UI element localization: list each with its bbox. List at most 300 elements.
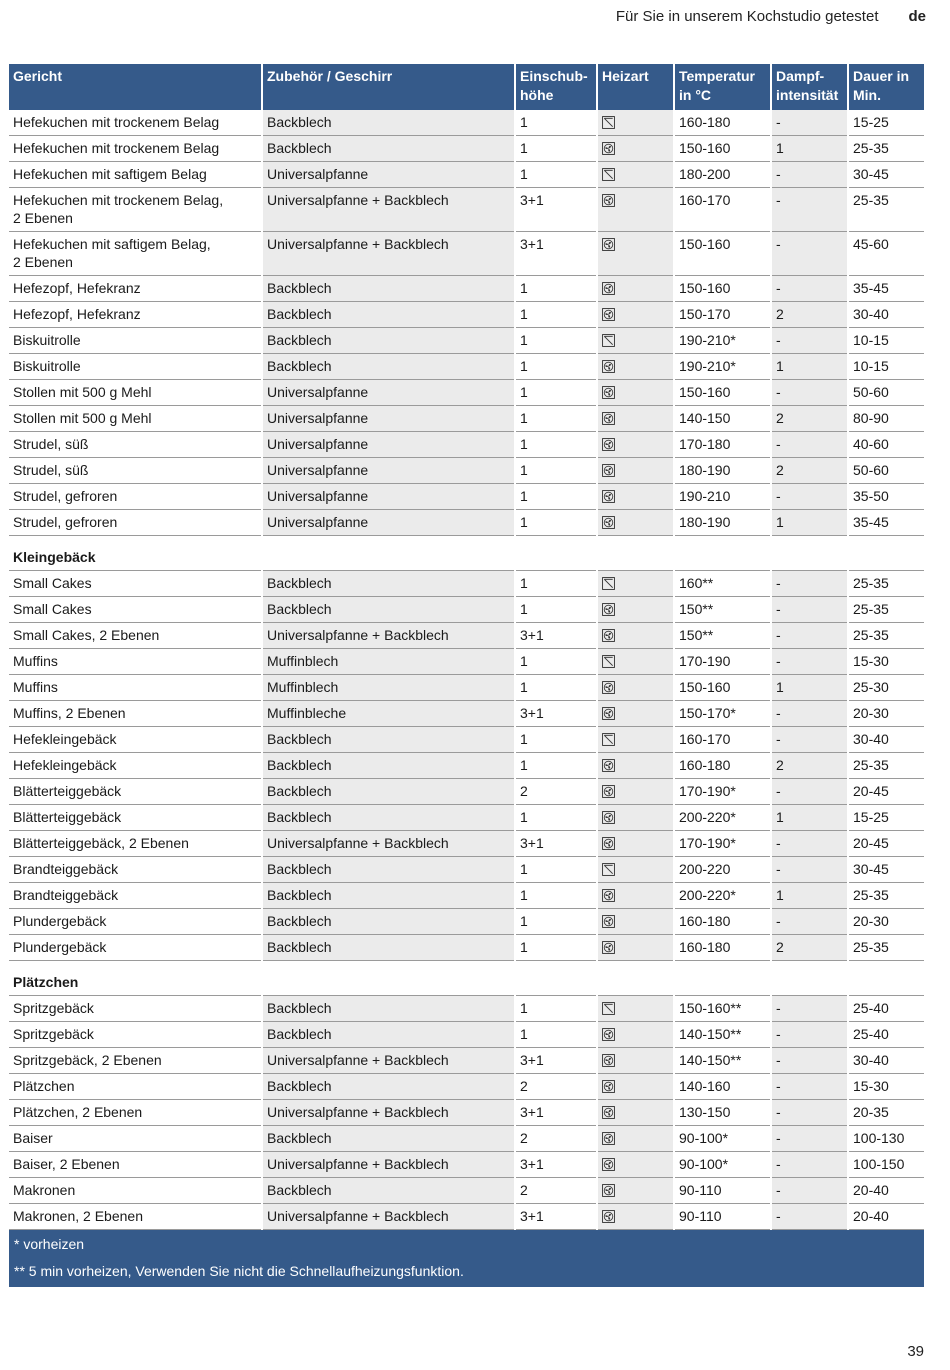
cell-duration: 35-45	[848, 276, 924, 302]
cell-shelf-level: 1	[515, 432, 597, 458]
hot-air-fan-icon	[602, 783, 615, 799]
cell-steam-intensity: -	[771, 727, 848, 753]
cell-steam-intensity: 2	[771, 458, 848, 484]
cell-temperature: 160**	[674, 571, 771, 597]
cell-dish: Blätterteiggebäck	[9, 805, 262, 831]
cell-shelf-level: 2	[515, 1074, 597, 1100]
cell-dish: Muffins, 2 Ebenen	[9, 701, 262, 727]
table-row	[9, 136, 924, 162]
cell-accessory: Universalpfanne	[262, 162, 515, 188]
cell-dish: Small Cakes	[9, 571, 262, 597]
cell-dish: Baiser	[9, 1126, 262, 1152]
cell-dish: Hefekuchen mit trockenem Belag, 2 Ebenen	[9, 188, 262, 232]
cell-heating-mode	[597, 909, 674, 935]
cell-accessory: Universalpfanne + Backblech	[262, 623, 515, 649]
cell-heating-mode	[597, 649, 674, 675]
cell-steam-intensity: -	[771, 857, 848, 883]
hot-air-fan-icon	[602, 939, 615, 955]
cell-shelf-level: 3+1	[515, 1152, 597, 1178]
cell-shelf-level: 1	[515, 1022, 597, 1048]
cell-shelf-level: 1	[515, 883, 597, 909]
hot-air-fan-icon	[602, 1104, 615, 1120]
cell-shelf-level: 1	[515, 996, 597, 1022]
hot-air-fan-icon	[602, 192, 615, 208]
cell-accessory: Backblech	[262, 110, 515, 136]
cell-duration: 20-30	[848, 701, 924, 727]
cell-duration: 20-45	[848, 779, 924, 805]
cell-dish: Biskuitrolle	[9, 354, 262, 380]
cell-duration: 10-15	[848, 328, 924, 354]
hot-air-fan-icon	[602, 705, 615, 721]
cell-accessory: Backblech	[262, 935, 515, 961]
cell-accessory: Backblech	[262, 302, 515, 328]
col-header-steam: Dampf- intensität	[771, 64, 848, 110]
cell-dish: Spritzgebäck	[9, 996, 262, 1022]
section-title: Kleingebäck	[9, 536, 924, 571]
cell-dish: Makronen, 2 Ebenen	[9, 1204, 262, 1230]
cell-accessory: Universalpfanne + Backblech	[262, 232, 515, 276]
table-row	[9, 623, 924, 649]
cell-shelf-level: 3+1	[515, 831, 597, 857]
cell-shelf-level: 2	[515, 1178, 597, 1204]
cell-shelf-level: 1	[515, 302, 597, 328]
table-row	[9, 302, 924, 328]
cell-accessory: Muffinbleche	[262, 701, 515, 727]
cell-duration: 35-45	[848, 510, 924, 536]
cell-accessory: Backblech	[262, 805, 515, 831]
cell-dish: Muffins	[9, 675, 262, 701]
table-row	[9, 1100, 924, 1126]
cell-steam-intensity: -	[771, 188, 848, 232]
cell-temperature: 90-100*	[674, 1126, 771, 1152]
cell-dish: Strudel, süß	[9, 432, 262, 458]
cell-duration: 20-40	[848, 1204, 924, 1230]
hot-air-fan-icon	[602, 1078, 615, 1094]
hot-air-fan-icon	[602, 913, 615, 929]
hot-air-fan-icon	[602, 1208, 615, 1224]
cell-heating-mode	[597, 571, 674, 597]
cell-steam-intensity: -	[771, 484, 848, 510]
cell-dish: Spritzgebäck	[9, 1022, 262, 1048]
table-header-row	[9, 64, 924, 110]
cell-accessory: Universalpfanne + Backblech	[262, 188, 515, 232]
cell-temperature: 150-160	[674, 276, 771, 302]
table-row	[9, 753, 924, 779]
cell-accessory: Backblech	[262, 1074, 515, 1100]
cell-duration: 30-40	[848, 1048, 924, 1074]
cell-shelf-level: 1	[515, 571, 597, 597]
cell-duration: 25-35	[848, 753, 924, 779]
cell-accessory: Universalpfanne + Backblech	[262, 1204, 515, 1230]
cell-temperature: 190-210	[674, 484, 771, 510]
cell-temperature: 200-220*	[674, 883, 771, 909]
hot-air-fan-icon	[602, 462, 615, 478]
baking-table	[9, 64, 924, 1287]
col-header-dish: Gericht	[9, 64, 262, 110]
cell-shelf-level: 3+1	[515, 232, 597, 276]
cell-heating-mode	[597, 380, 674, 406]
cell-temperature: 150**	[674, 597, 771, 623]
cell-shelf-level: 1	[515, 276, 597, 302]
footnote-preheat-5min: ** 5 min vorheizen, Verwenden Sie nicht die Schnellaufheizungsfunktion.	[9, 1257, 924, 1287]
cell-heating-mode	[597, 484, 674, 510]
cell-steam-intensity: 2	[771, 753, 848, 779]
table-row	[9, 510, 924, 536]
cell-heating-mode	[597, 753, 674, 779]
hot-air-fan-icon	[602, 601, 615, 617]
cell-duration: 50-60	[848, 380, 924, 406]
cell-dish: Blätterteiggebäck, 2 Ebenen	[9, 831, 262, 857]
hot-air-fan-icon	[602, 1156, 615, 1172]
cell-temperature: 160-180	[674, 110, 771, 136]
cell-steam-intensity: 1	[771, 805, 848, 831]
table-row	[9, 162, 924, 188]
cell-shelf-level: 3+1	[515, 1048, 597, 1074]
cell-steam-intensity: -	[771, 1204, 848, 1230]
hot-air-fan-icon	[602, 236, 615, 252]
table-row	[9, 701, 924, 727]
cell-accessory: Backblech	[262, 909, 515, 935]
cell-accessory: Universalpfanne	[262, 432, 515, 458]
cell-heating-mode	[597, 276, 674, 302]
cell-shelf-level: 2	[515, 779, 597, 805]
cell-accessory: Backblech	[262, 571, 515, 597]
cell-steam-intensity: -	[771, 328, 848, 354]
hot-air-fan-icon	[602, 679, 615, 695]
cell-dish: Brandteiggebäck	[9, 883, 262, 909]
cell-dish: Stollen mit 500 g Mehl	[9, 380, 262, 406]
cell-accessory: Universalpfanne	[262, 510, 515, 536]
cell-duration: 15-30	[848, 1074, 924, 1100]
cell-heating-mode	[597, 510, 674, 536]
footnote-row	[9, 1257, 924, 1287]
hot-air-fan-icon	[602, 280, 615, 296]
top-bottom-heat-icon	[602, 332, 615, 348]
cell-duration: 25-40	[848, 996, 924, 1022]
table-row	[9, 1126, 924, 1152]
cell-temperature: 140-160	[674, 1074, 771, 1100]
hot-air-fan-icon	[602, 514, 615, 530]
cell-heating-mode	[597, 110, 674, 136]
cell-duration: 40-60	[848, 432, 924, 458]
cell-temperature: 130-150	[674, 1100, 771, 1126]
cell-shelf-level: 3+1	[515, 701, 597, 727]
cell-shelf-level: 2	[515, 1126, 597, 1152]
cell-heating-mode	[597, 727, 674, 753]
cell-duration: 15-25	[848, 805, 924, 831]
cell-shelf-level: 1	[515, 328, 597, 354]
cell-duration: 25-35	[848, 188, 924, 232]
cell-temperature: 150-170	[674, 302, 771, 328]
cell-duration: 25-35	[848, 623, 924, 649]
table-body	[9, 110, 924, 1230]
cell-accessory: Backblech	[262, 857, 515, 883]
cell-accessory: Backblech	[262, 597, 515, 623]
cell-dish: Spritzgebäck, 2 Ebenen	[9, 1048, 262, 1074]
cell-heating-mode	[597, 935, 674, 961]
cell-temperature: 150**	[674, 623, 771, 649]
cell-dish: Baiser, 2 Ebenen	[9, 1152, 262, 1178]
cell-duration: 80-90	[848, 406, 924, 432]
cell-shelf-level: 1	[515, 136, 597, 162]
hot-air-fan-icon	[602, 1026, 615, 1042]
hot-air-fan-icon	[602, 835, 615, 851]
table-row	[9, 188, 924, 232]
cell-temperature: 150-160	[674, 380, 771, 406]
cell-accessory: Universalpfanne	[262, 458, 515, 484]
cell-accessory: Backblech	[262, 328, 515, 354]
cell-heating-mode	[597, 996, 674, 1022]
cell-heating-mode	[597, 857, 674, 883]
cell-dish: Biskuitrolle	[9, 328, 262, 354]
table-row	[9, 597, 924, 623]
cell-duration: 20-45	[848, 831, 924, 857]
hot-air-fan-icon	[602, 436, 615, 452]
cell-temperature: 170-190*	[674, 779, 771, 805]
hot-air-fan-icon	[602, 306, 615, 322]
cell-temperature: 200-220*	[674, 805, 771, 831]
cell-accessory: Muffinblech	[262, 649, 515, 675]
table-row	[9, 110, 924, 136]
cell-heating-mode	[597, 675, 674, 701]
cell-heating-mode	[597, 1074, 674, 1100]
hot-air-fan-icon	[602, 488, 615, 504]
cell-accessory: Universalpfanne	[262, 380, 515, 406]
footnote-preheat: * vorheizen	[9, 1230, 924, 1258]
cell-dish: Stollen mit 500 g Mehl	[9, 406, 262, 432]
cell-dish: Hefekleingebäck	[9, 753, 262, 779]
cell-shelf-level: 1	[515, 406, 597, 432]
cell-accessory: Backblech	[262, 1178, 515, 1204]
top-bottom-heat-icon	[602, 166, 615, 182]
cell-steam-intensity: -	[771, 701, 848, 727]
hot-air-fan-icon	[602, 887, 615, 903]
cell-temperature: 190-210*	[674, 354, 771, 380]
col-header-shelf: Einschub- höhe	[515, 64, 597, 110]
cell-shelf-level: 3+1	[515, 1204, 597, 1230]
cell-temperature: 160-170	[674, 188, 771, 232]
hot-air-fan-icon	[602, 809, 615, 825]
col-header-heating: Heizart	[597, 64, 674, 110]
top-bottom-heat-icon	[602, 861, 615, 877]
cell-shelf-level: 1	[515, 510, 597, 536]
cell-accessory: Universalpfanne + Backblech	[262, 1048, 515, 1074]
cell-steam-intensity: -	[771, 1048, 848, 1074]
cell-steam-intensity: -	[771, 232, 848, 276]
cell-shelf-level: 1	[515, 649, 597, 675]
cell-duration: 15-25	[848, 110, 924, 136]
cell-dish: Strudel, süß	[9, 458, 262, 484]
table-row	[9, 857, 924, 883]
cell-temperature: 160-180	[674, 935, 771, 961]
hot-air-fan-icon	[602, 1052, 615, 1068]
cell-shelf-level: 1	[515, 727, 597, 753]
footnote-row	[9, 1230, 924, 1258]
hot-air-fan-icon	[602, 384, 615, 400]
cell-duration: 30-40	[848, 727, 924, 753]
cell-heating-mode	[597, 354, 674, 380]
cell-temperature: 170-190	[674, 649, 771, 675]
top-bottom-heat-icon	[602, 114, 615, 130]
cell-steam-intensity: -	[771, 571, 848, 597]
cell-shelf-level: 1	[515, 675, 597, 701]
cell-heating-mode	[597, 302, 674, 328]
table-row	[9, 1178, 924, 1204]
cell-heating-mode	[597, 432, 674, 458]
cell-heating-mode	[597, 406, 674, 432]
cell-heating-mode	[597, 623, 674, 649]
cell-duration: 20-35	[848, 1100, 924, 1126]
cell-heating-mode	[597, 805, 674, 831]
hot-air-fan-icon	[602, 410, 615, 426]
top-bottom-heat-icon	[602, 731, 615, 747]
table-row	[9, 1022, 924, 1048]
cell-steam-intensity: -	[771, 831, 848, 857]
cell-steam-intensity: 1	[771, 675, 848, 701]
cell-dish: Strudel, gefroren	[9, 484, 262, 510]
cell-heating-mode	[597, 1152, 674, 1178]
section-title: Plätzchen	[9, 961, 924, 996]
cell-steam-intensity: -	[771, 1074, 848, 1100]
cell-dish: Muffins	[9, 649, 262, 675]
hot-air-fan-icon	[602, 1130, 615, 1146]
cell-temperature: 190-210*	[674, 328, 771, 354]
cell-steam-intensity: -	[771, 1022, 848, 1048]
table-row	[9, 996, 924, 1022]
cell-dish: Plundergebäck	[9, 909, 262, 935]
cell-temperature: 140-150**	[674, 1048, 771, 1074]
cell-temperature: 150-160	[674, 232, 771, 276]
cell-duration: 30-45	[848, 162, 924, 188]
cell-accessory: Backblech	[262, 779, 515, 805]
col-header-temperature: Temperatur in °C	[674, 64, 771, 110]
top-bottom-heat-icon	[602, 575, 615, 591]
cell-steam-intensity: 1	[771, 136, 848, 162]
cell-dish: Small Cakes	[9, 597, 262, 623]
table-row	[9, 276, 924, 302]
col-header-duration: Dauer in Min.	[848, 64, 924, 110]
table-row	[9, 571, 924, 597]
cell-temperature: 180-190	[674, 510, 771, 536]
table-row	[9, 1048, 924, 1074]
language-tag: de	[908, 8, 926, 25]
cell-dish: Hefezopf, Hefekranz	[9, 276, 262, 302]
cell-temperature: 150-160	[674, 675, 771, 701]
cell-steam-intensity: 1	[771, 883, 848, 909]
cell-heating-mode	[597, 779, 674, 805]
table-row	[9, 649, 924, 675]
cell-accessory: Backblech	[262, 1126, 515, 1152]
cell-steam-intensity: -	[771, 380, 848, 406]
cell-duration: 10-15	[848, 354, 924, 380]
cell-dish: Makronen	[9, 1178, 262, 1204]
cell-steam-intensity: -	[771, 996, 848, 1022]
top-bottom-heat-icon	[602, 1000, 615, 1016]
table-row	[9, 328, 924, 354]
cell-accessory: Universalpfanne	[262, 484, 515, 510]
cell-accessory: Universalpfanne + Backblech	[262, 1100, 515, 1126]
table-row	[9, 935, 924, 961]
cell-steam-intensity: -	[771, 623, 848, 649]
cell-shelf-level: 1	[515, 162, 597, 188]
section-header-row	[9, 536, 924, 571]
cell-dish: Hefekuchen mit trockenem Belag	[9, 110, 262, 136]
cell-dish: Hefekuchen mit saftigem Belag, 2 Ebenen	[9, 232, 262, 276]
running-head	[616, 8, 926, 25]
cell-heating-mode	[597, 232, 674, 276]
cell-temperature: 150-170*	[674, 701, 771, 727]
table-row	[9, 1204, 924, 1230]
cell-accessory: Backblech	[262, 354, 515, 380]
cell-accessory: Backblech	[262, 276, 515, 302]
cell-temperature: 170-190*	[674, 831, 771, 857]
hot-air-fan-icon	[602, 140, 615, 156]
cell-temperature: 140-150**	[674, 1022, 771, 1048]
cell-duration: 25-35	[848, 571, 924, 597]
cell-heating-mode	[597, 831, 674, 857]
cell-duration: 35-50	[848, 484, 924, 510]
cell-temperature: 160-170	[674, 727, 771, 753]
cell-duration: 25-35	[848, 136, 924, 162]
cell-shelf-level: 1	[515, 597, 597, 623]
cell-steam-intensity: -	[771, 649, 848, 675]
cell-shelf-level: 3+1	[515, 1100, 597, 1126]
cell-steam-intensity: -	[771, 1152, 848, 1178]
cell-accessory: Muffinblech	[262, 675, 515, 701]
cell-steam-intensity: -	[771, 1126, 848, 1152]
hot-air-fan-icon	[602, 757, 615, 773]
cell-accessory: Backblech	[262, 1022, 515, 1048]
cell-temperature: 160-180	[674, 753, 771, 779]
cell-shelf-level: 1	[515, 484, 597, 510]
cell-dish: Hefekuchen mit trockenem Belag	[9, 136, 262, 162]
cell-temperature: 150-160**	[674, 996, 771, 1022]
table-row	[9, 484, 924, 510]
cell-duration: 20-40	[848, 1178, 924, 1204]
hot-air-fan-icon	[602, 358, 615, 374]
cell-accessory: Backblech	[262, 753, 515, 779]
cell-duration: 100-130	[848, 1126, 924, 1152]
cell-accessory: Universalpfanne	[262, 406, 515, 432]
table-row	[9, 1152, 924, 1178]
cell-duration: 30-40	[848, 302, 924, 328]
cell-dish: Strudel, gefroren	[9, 510, 262, 536]
cell-dish: Hefekleingebäck	[9, 727, 262, 753]
cell-steam-intensity: -	[771, 432, 848, 458]
cell-steam-intensity: -	[771, 1100, 848, 1126]
cell-duration: 15-30	[848, 649, 924, 675]
cell-duration: 100-150	[848, 1152, 924, 1178]
cell-accessory: Backblech	[262, 996, 515, 1022]
cell-steam-intensity: -	[771, 110, 848, 136]
cell-heating-mode	[597, 883, 674, 909]
cell-heating-mode	[597, 188, 674, 232]
table-row	[9, 1074, 924, 1100]
cell-steam-intensity: -	[771, 779, 848, 805]
cell-heating-mode	[597, 1100, 674, 1126]
table-row	[9, 909, 924, 935]
cell-steam-intensity: 2	[771, 935, 848, 961]
cell-heating-mode	[597, 162, 674, 188]
cell-temperature: 200-220	[674, 857, 771, 883]
cell-steam-intensity: -	[771, 909, 848, 935]
section-title: Für Sie in unserem Kochstudio getestet	[615, 8, 879, 25]
cell-temperature: 90-110	[674, 1178, 771, 1204]
cell-heating-mode	[597, 1022, 674, 1048]
cell-dish: Brandteiggebäck	[9, 857, 262, 883]
table-row	[9, 779, 924, 805]
cell-duration: 25-35	[848, 935, 924, 961]
